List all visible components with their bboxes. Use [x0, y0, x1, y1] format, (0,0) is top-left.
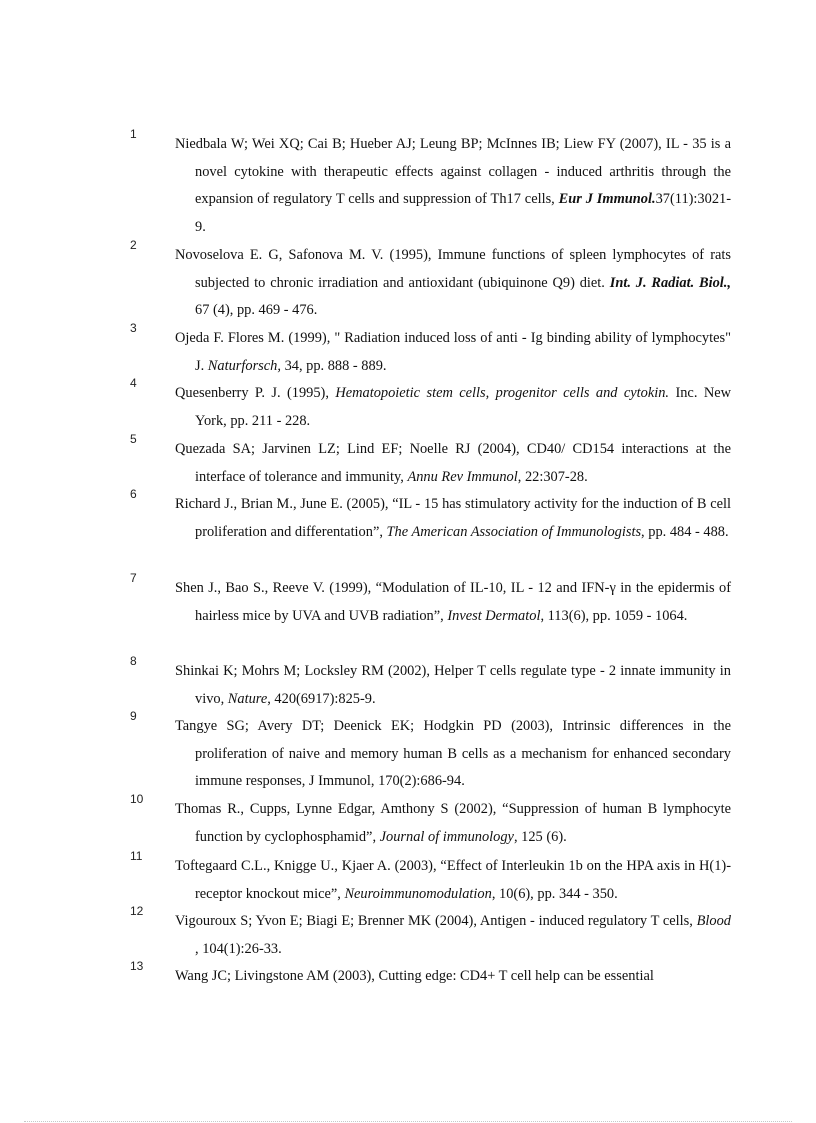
reference-text: Ojeda F. Flores M. (1999), " Radiation induced loss of anti - Ig binding ability of lymphocytes" J. Naturforsch, 34, pp. 888 - 889.	[175, 330, 731, 374]
journal-name: Hematopoietic stem cells, progenitor cells and cytokin.	[335, 385, 670, 401]
reference-number: 1	[130, 127, 137, 141]
reference-number: 9	[130, 709, 137, 723]
reference-number: 5	[130, 432, 137, 446]
reference-text: Tangye SG; Avery DT; Deenick EK; Hodgkin PD (2003), Intrinsic differences in the proliferation of naive and memory human B cells as a mechanism for enhanced secondary immune responses, J Immunol, 170(2):686-94.	[175, 718, 731, 790]
reference-number: 4	[130, 376, 137, 390]
reference-text: Quezada SA; Jarvinen LZ; Lind EF; Noelle RJ (2004), CD40/ CD154 interactions at the interface of tolerance and immunity, Annu Rev Immunol, 22:307-28.	[175, 441, 731, 485]
reference-text: Richard J., Brian M., June E. (2005), “IL - 15 has stimulatory activity for the induction of B cell proliferation and differentation”, The American Association of Immunologists, pp. 484 - 488.	[175, 496, 731, 540]
page-bottom-border	[24, 1121, 792, 1122]
reference-text: Toftegaard C.L., Knigge U., Kjaer A. (2003), “Effect of Interleukin 1b on the HPA axis in H(1)-receptor knockout mice”, Neuroimmunomodulation, 10(6), pp. 344 - 350.	[175, 858, 731, 902]
reference-number: 2	[130, 238, 137, 252]
reference-text: Novoselova E. G, Safonova M. V. (1995), Immune functions of spleen lymphocytes of rats subjected to chronic irradiation and antioxidant (ubiquinone Q9) diet. Int. J. Radiat. Biol., 67 (4), pp. 469 - 476.	[175, 247, 731, 319]
reference-number: 10	[130, 792, 144, 806]
journal-name: Invest Dermatol	[447, 607, 541, 624]
reference-text: Quesenberry P. J. (1995), Hematopoietic stem cells, progenitor cells and cytokin. Inc. New York, pp. 211 - 228.	[175, 385, 732, 429]
journal-name: Int. J. Radiat. Biol.,	[609, 274, 731, 291]
reference-text: Wang JC; Livingstone AM (2003), Cutting edge: CD4+ T cell help can be essential	[175, 968, 654, 984]
journal-name: Nature	[227, 690, 268, 707]
reference-number: 11	[130, 849, 143, 863]
journal-name: Blood	[696, 913, 731, 929]
journal-name: Neuroimmunomodulation	[344, 885, 492, 902]
reference-number: 6	[130, 487, 137, 501]
journal-name: The American Association of Immunologists	[386, 523, 642, 540]
reference-number: 12	[130, 904, 144, 918]
reference-text: Niedbala W; Wei XQ; Cai B; Hueber AJ; Leung BP; McInnes IB; Liew FY (2007), IL - 35 is a novel cytokine with therapeutic effects against collagen - induced arthritis through the expansion of regulatory T cells and suppression of Th17 cells, Eur J Immunol.37(11):3021-9.	[175, 136, 731, 236]
reference-number: 3	[130, 321, 137, 335]
reference-number: 13	[130, 959, 144, 973]
reference-text: Shinkai K; Mohrs M; Locksley RM (2002), Helper T cells regulate type - 2 innate immunity in vivo, Nature, 420(6917):825-9.	[175, 663, 731, 707]
journal-name: Naturforsch,	[207, 357, 281, 374]
reference-number: 7	[130, 571, 137, 585]
reference-text: Thomas R., Cupps, Lynne Edgar, Amthony S (2002), “Suppression of human B lymphocyte function by cyclophosphamid”, Journal of immunology, 125 (6).	[175, 801, 731, 845]
reference-number: 8	[130, 654, 137, 668]
journal-name: Annu Rev Immunol	[407, 468, 518, 485]
journal-name: Eur J Immunol.	[558, 191, 656, 208]
reference-text: Vigouroux S; Yvon E; Biagi E; Brenner MK (2004), Antigen - induced regulatory T cells, Blood , 104(1):26-33.	[175, 913, 731, 957]
journal-name: Journal of immunology	[379, 828, 514, 845]
reference-text: Shen J., Bao S., Reeve V. (1999), “Modulation of IL-10, IL - 12 and IFN-γ in the epidermis of hairless mice by UVA and UVB radiation”, Invest Dermatol, 113(6), pp. 1059 - 1064.	[175, 580, 731, 624]
